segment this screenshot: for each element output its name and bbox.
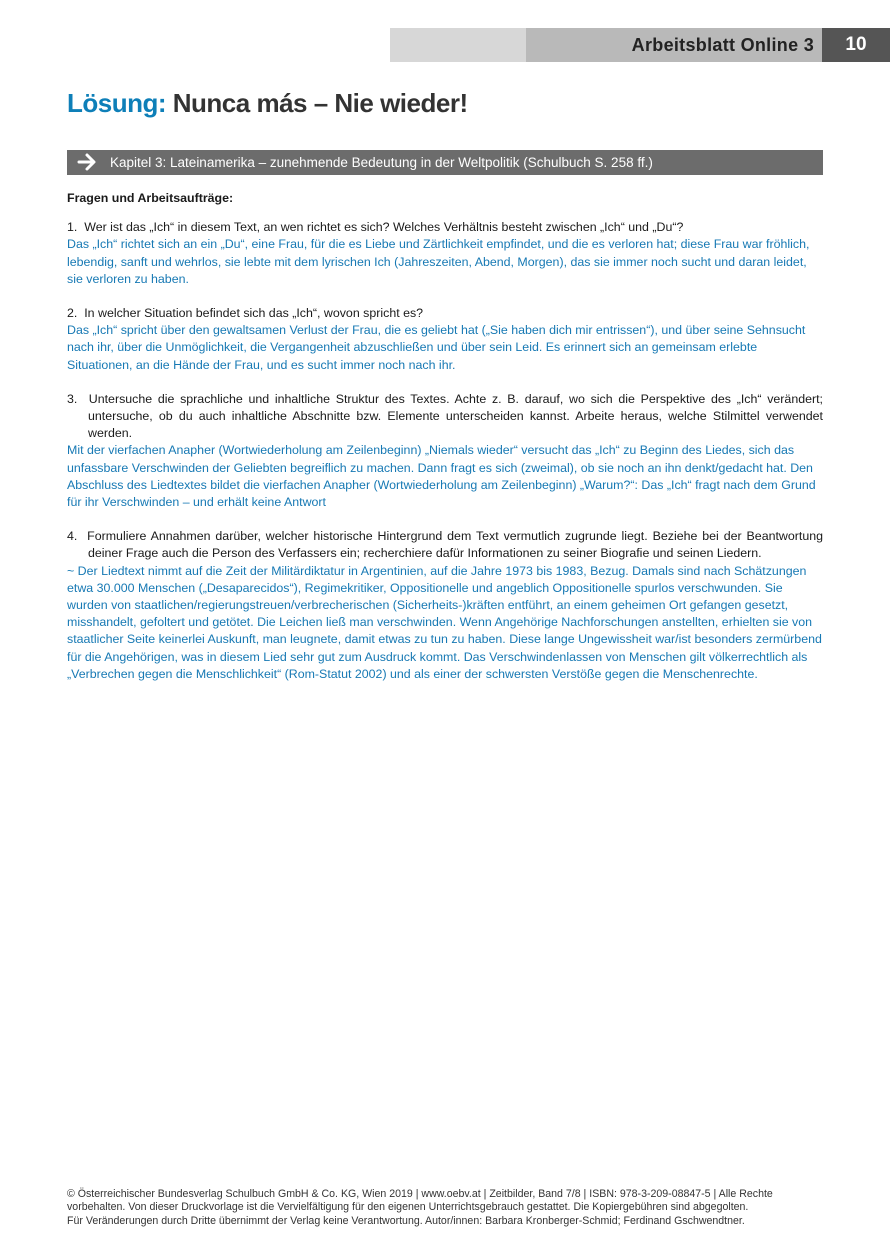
task-list xyxy=(67,190,823,700)
copyright-footer xyxy=(67,1188,827,1228)
footer-line: Für Veränderungen durch Dritte übernimmt der Verlag keine Verantwortung. Autor/innen: Barbara Kronberger-Schmid; Ferdinand Gschwendtner. xyxy=(67,1214,745,1227)
worksheet-title: Arbeitsblatt Online 3 xyxy=(631,35,814,55)
answer-text: ~ Der Liedtext nimmt auf die Zeit der Militärdiktatur in Argentinien, auf die Jahre 1973 bis 1983, Bezug. Damals sind nach Schätzungen etwa 30.000 Menschen („Desaparecidos“), Regimekritiker, Oppositionelle und angeblich Oppositionelle spurlos verschwunden. Sie wurden von staatlichen/regierungstreuen/verbrecherischen (Sicherheits-)kräften entführt, an einem geheimen Ort gefangen gesetzt, misshandelt, gefoltert und getötet. Die Leichen ließ man verschwinden. Wenn Angehörige Nachforschungen anstellten, erhielten sie von staatlicher Seite keinerlei Auskunft, man leugnete, damit etwas zu tun zu haben. Diese lange Ungewissheit war/ist besonders zermürbend für die Angehörigen, was in diesem Lied sehr gut zum Ausdruck kommt. Das Verschwindenlassen von Menschen gilt völkerrechtlich als „Verbrechen gegen die Menschlichkeit“ (Rom-Statut 2002) und als einer der schwersten Verstöße gegen die Menschenrechte. xyxy=(67,563,822,681)
question-text: 4. Formuliere Annahmen darüber, welcher historische Hintergrund dem Text vermutlich zugrunde liegt. Beziehe bei der Beantwortung deiner Frage auch die Person des Verfassers ein; recherchiere dafür Informationen zu seiner Biografie und seinen Liedern. xyxy=(67,529,823,561)
footer-line: © Österreichischer Bundesverlag Schulbuch GmbH & Co. KG, Wien 2019 | www.oebv.at | Zeitbilder, Band 7/8 | ISBN: 978-3-209-08847-5 | Alle Rechte xyxy=(67,1188,773,1200)
section-heading: Fragen und Arbeitsaufträge: xyxy=(67,191,234,205)
arrow-right-icon xyxy=(77,151,97,173)
chapter-text: Kapitel 3: Lateinamerika – zunehmende Bedeutung in der Weltpolitik (Schulbuch S. 258 ff.) xyxy=(110,155,653,170)
header-band-light xyxy=(390,28,526,62)
footer-line: vorbehalten. Von dieser Druckvorlage ist die Vervielfältigung für den eigenen Unterrichtsgebrauch gestattet. Die Kopiergebühren sind abgegolten. xyxy=(67,1201,749,1214)
task-item xyxy=(67,219,823,288)
page-number: 10 xyxy=(822,28,890,62)
question-text: 3. Untersuche die sprachliche und inhaltliche Struktur des Textes. Achte z. B. darauf, wo sich die Perspektive des „Ich“ verändert; untersuche, ob du auch inhaltliche Abschnitte bzw. Elemente unterscheiden kannst. Arbeite heraus, welche Stilmittel verwendet werden. xyxy=(67,391,823,441)
answer-text: Das „Ich“ spricht über den gewaltsamen Verlust der Frau, die es geliebt hat („Sie haben dich mir entrissen“), und über seine Sehnsucht nach ihr, über die Unmöglichkeit, die Vergangenheit abzuschließen und über sein Leid. Es erinnert sich an gemeinsam erlebte Situationen, an die Hände der Frau, und es sucht immer noch nach ihr. xyxy=(67,323,806,372)
page-title xyxy=(67,88,468,119)
page-title-text: Nunca más – Nie wieder! xyxy=(172,88,468,118)
answer-text: Mit der vierfachen Anapher (Wortwiederholung am Zeilenbeginn) „Niemals wieder“ versucht das „Ich“ zu Beginn des Liedes, sich das unfassbare Verschwinden der Geliebten begreiflich zu machen. Dann fragt es sich (zweimal), ob sie noch an ihn denkt/gedacht hat. Den Abschluss des Liedtextes bildet die vierfachen Anapher (Wortwiederholung am Zeilenbeginn) „Warum?“: Das „Ich“ fragt nach dem Grund für ihr Verschwinden – und erhält keine Antwort xyxy=(67,443,816,510)
chapter-bar xyxy=(67,150,823,175)
task-item xyxy=(67,528,823,683)
task-item xyxy=(67,391,823,511)
answer-text: Das „Ich“ richtet sich an ein „Du“, eine Frau, für die es Liebe und Zärtlichkeit empfindet, und die es verloren hat; diese Frau war fröhlich, lebendig, sanft und wehrlos, sie lebte mit dem lyrischen Ich (Jahreszeiten, Abend, Morgen), das sie immer noch sucht und daran leidet, sie verloren zu haben. xyxy=(67,237,810,286)
question-text: 1. Wer ist das „Ich“ in diesem Text, an wen richtet es sich? Welches Verhältnis besteht zwischen „Ich“ und „Du“? xyxy=(67,220,684,235)
question-text: 2. In welcher Situation befindet sich das „Ich“, wovon spricht es? xyxy=(67,306,424,321)
task-item xyxy=(67,305,823,374)
page-title-accent: Lösung: xyxy=(67,88,167,118)
